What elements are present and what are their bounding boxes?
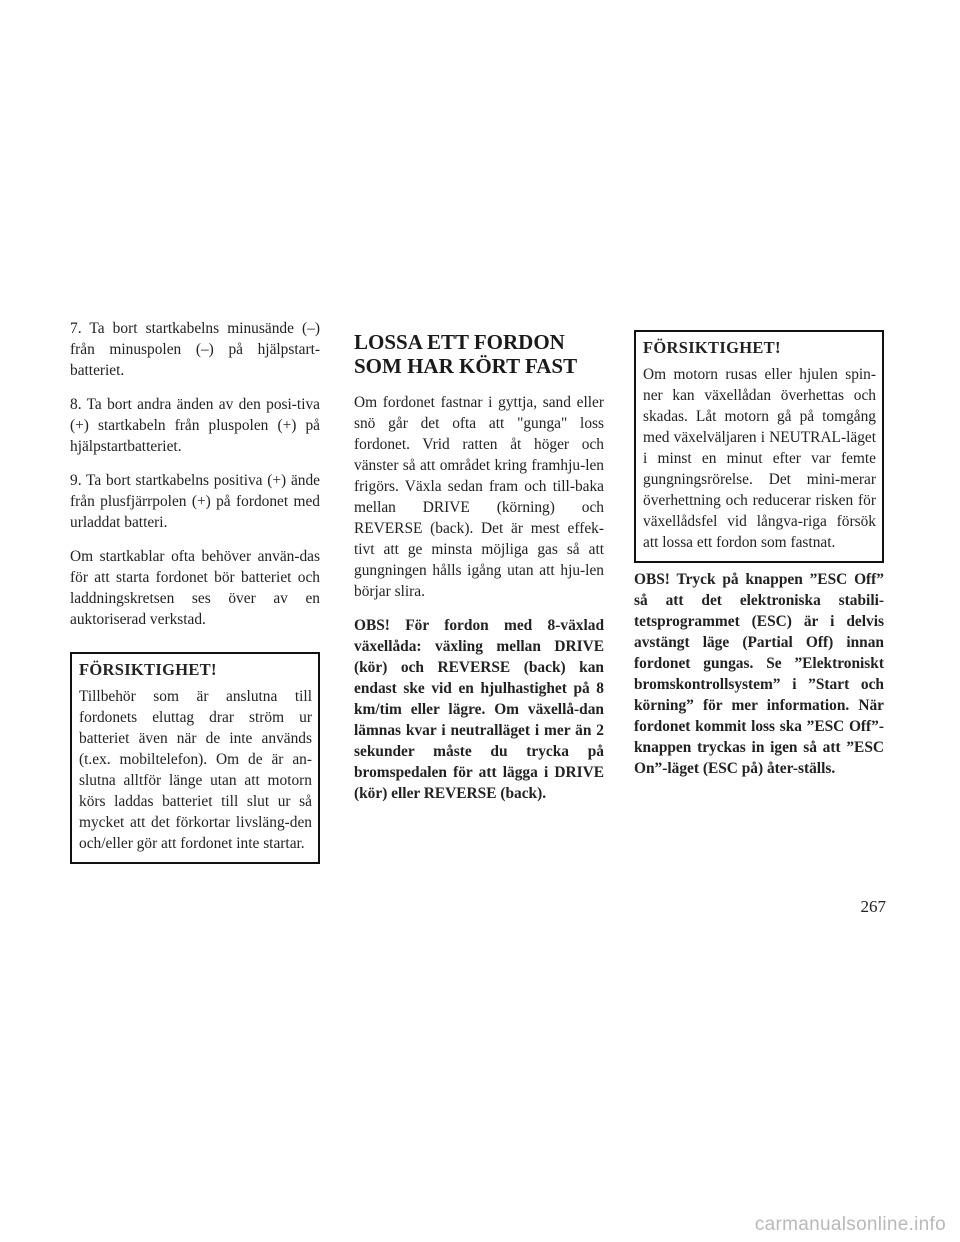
left-column — [70, 318, 320, 864]
caution-title: FÖRSIKTIGHET! — [79, 660, 217, 679]
jumper-cable-advice: Om startkablar ofta behöver använ-das för att starta fordonet bör batteriet och laddningskretsen ses över av en auktoriserad verkstad. — [70, 548, 320, 628]
page-number: 267 — [860, 897, 886, 916]
caution-box-transmission — [634, 330, 884, 563]
caution-title: FÖRSIKTIGHET! — [643, 338, 781, 357]
watermark: carmanualsonline.info — [754, 1214, 946, 1235]
caution-box-battery — [70, 652, 320, 864]
caution-text: Om motorn rusas eller hjulen spin-ner kan växellådan överhettas och skadas. Låt motorn gå på tomgång med växelväljaren i NEUTRAL-läget i minst en minut efter var femte gungningsrörelse. Det mini-merar överhettning och reducerar risken för växellådsfel vid långva-riga försök att lossa ett fordon som fastnat. — [643, 366, 876, 551]
note-8-speed: OBS! För fordon med 8-växlad växellåda: växling mellan DRIVE (kör) och REVERSE (back) kan endast ske vid en hjulhastighet på 8 km/tim eller lägre. Om växellå-dan lämnas kvar i neutralläget i mer än 2 sekunder måste du trycka på bromspedalen för att lägga i DRIVE (kör) eller REVERSE (back). — [354, 617, 604, 802]
step-7: 7. Ta bort startkabelns minusände (–) från minuspolen (–) på hjälpstart-batteriet. — [70, 320, 320, 379]
note-esc: OBS! Tryck på knappen ”ESC Off” så att det elektroniska stabili-tetsprogrammet (ESC) är i delvis avstängt läge (Partial Off) innan fordonet gungas. Se ”Elektroniskt bromskontrollsystem” i ”Start och körning” för mer information. När fordonet kommit loss ska ”ESC Off”-knappen tryckas in igen så att ”ESC On”-läget (ESC på) åter-ställs. — [634, 571, 884, 777]
rocking-instructions: Om fordonet fastnar i gyttja, sand eller snö går det ofta att "gunga" loss fordonet. Vrid ratten åt höger och vänster så att området kring framhju-len frigörs. Växla sedan fram och till-baka mellan DRIVE (körning) och REVERSE (back). Det är mest effek-tivt att ge minsta möjliga gas så att gungningen hålls igång utan att hju-len börjar slira. — [354, 394, 604, 600]
section-heading: LOSSA ETT FORDON SOM HAR KÖRT FAST — [354, 330, 578, 378]
step-9: 9. Ta bort startkabelns positiva (+) ände från plusfjärrpolen (+) på fordonet med urladdat batteri. — [70, 472, 320, 531]
caution-text: Tillbehör som är anslutna till fordonets eluttag drar ström ur batteriet även när de inte används (t.ex. mobiltelefon). Om de är an-slutna alltför länge utan att motorn körs laddas batteriet till slut ur så mycket att det förkortar livsläng-den och/eller gör att fordonet inte startar. — [79, 688, 312, 852]
step-8: 8. Ta bort andra änden av den posi-tiva (+) startkabeln från pluspolen (+) på hjälpstartbatteriet. — [70, 396, 320, 455]
middle-column — [354, 318, 604, 817]
right-column — [634, 318, 884, 792]
